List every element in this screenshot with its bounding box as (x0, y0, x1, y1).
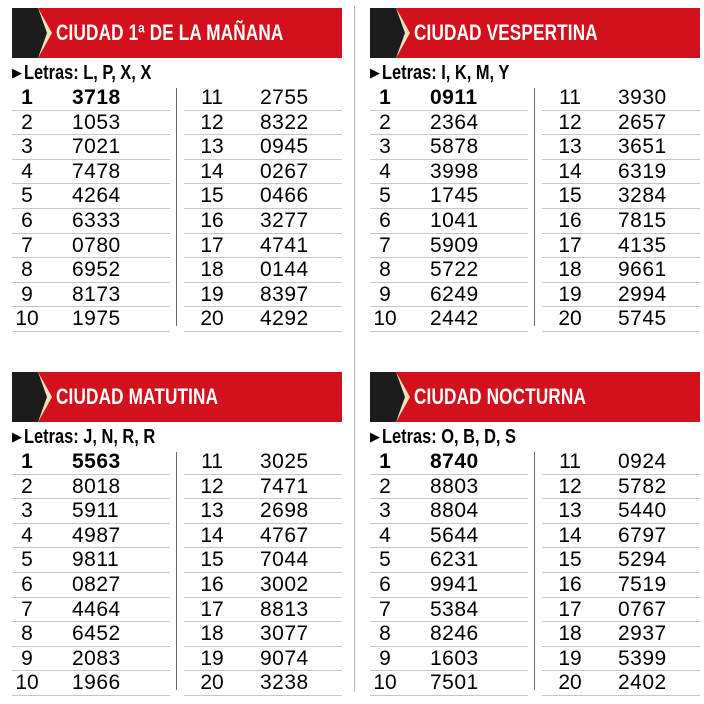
row-position: 20 (558, 671, 582, 695)
row-number: 4464 (72, 597, 121, 621)
row-position: 8 (21, 258, 33, 282)
table-row (542, 283, 700, 308)
table-row (12, 598, 170, 623)
row-number: 8322 (260, 110, 309, 134)
table-row (12, 671, 170, 696)
row-position: 4 (379, 523, 391, 547)
table-row (184, 209, 342, 234)
row-position: 13 (200, 135, 224, 159)
table-row (184, 622, 342, 647)
row-position: 20 (558, 307, 582, 331)
row-number: 3025 (260, 450, 309, 473)
row-number: 3238 (260, 671, 309, 695)
row-number: 4264 (72, 184, 121, 208)
row-number: 3284 (618, 184, 667, 208)
row-position: 18 (558, 622, 582, 646)
row-number: 3651 (618, 135, 667, 159)
row-number: 4987 (72, 523, 121, 547)
row-position: 13 (558, 135, 582, 159)
table-row (184, 548, 342, 573)
letras-text: Letras: L, P, X, X (24, 62, 152, 84)
row-position: 13 (200, 499, 224, 523)
row-number: 3718 (72, 86, 121, 109)
row-position: 18 (200, 622, 224, 646)
row-number: 7501 (430, 671, 479, 695)
table-row (370, 111, 528, 136)
row-number: 0466 (260, 184, 309, 208)
row-number: 8804 (430, 499, 479, 523)
row-position: 11 (201, 450, 223, 473)
row-number: 5909 (430, 233, 479, 257)
row-position: 4 (21, 523, 33, 547)
letras-text: Letras: I, K, M, Y (382, 62, 510, 84)
table-row (370, 209, 528, 234)
table-row (370, 524, 528, 549)
column-divider (176, 452, 177, 690)
table-row (370, 647, 528, 672)
panel-header (12, 8, 342, 58)
row-position: 19 (200, 646, 224, 670)
table-row (12, 184, 170, 209)
row-number: 2698 (260, 499, 309, 523)
row-position: 20 (200, 671, 224, 695)
row-position: 12 (558, 110, 582, 134)
table-row (370, 160, 528, 185)
center-divider (354, 6, 355, 692)
row-position: 13 (558, 499, 582, 523)
column-divider (176, 88, 177, 326)
table-row (542, 258, 700, 283)
row-number: 5745 (618, 307, 667, 331)
row-position: 5 (379, 548, 391, 572)
row-number: 5294 (618, 548, 667, 572)
results-column-left (12, 86, 170, 332)
header-chevron-inner-icon (38, 372, 47, 422)
row-number: 3002 (260, 572, 309, 596)
row-position: 16 (200, 572, 224, 596)
panel-ciudad-matutina (12, 372, 342, 704)
table-row (12, 209, 170, 234)
table-row (542, 475, 700, 500)
row-number: 7815 (618, 208, 667, 232)
row-position: 17 (200, 233, 224, 257)
table-row (542, 184, 700, 209)
table-row (542, 548, 700, 573)
row-position: 1 (379, 450, 391, 473)
header-black-block (370, 372, 396, 422)
row-position: 20 (200, 307, 224, 331)
letras-text: Letras: J, N, R, R (24, 426, 156, 448)
row-position: 16 (200, 208, 224, 232)
row-position: 5 (21, 184, 33, 208)
table-row (542, 135, 700, 160)
table-row (184, 283, 342, 308)
results-column-left (370, 86, 528, 332)
row-position: 2 (379, 474, 391, 498)
row-number: 8173 (72, 282, 121, 306)
table-row (370, 258, 528, 283)
table-row (542, 160, 700, 185)
table-row (370, 598, 528, 623)
row-number: 0911 (430, 86, 478, 109)
results-column-right (184, 86, 342, 332)
table-row (12, 160, 170, 185)
row-number: 6231 (430, 548, 479, 572)
row-number: 0945 (260, 135, 309, 159)
triangle-bullet-icon: ▶ (12, 65, 22, 80)
table-row (12, 307, 170, 332)
panel-title: CIUDAD NOCTURNA (414, 384, 587, 409)
table-row (184, 499, 342, 524)
table-row (542, 598, 700, 623)
row-number: 1603 (430, 646, 479, 670)
row-number: 8397 (260, 282, 309, 306)
row-number: 6249 (430, 282, 479, 306)
row-number: 1966 (72, 671, 121, 695)
column-divider (534, 88, 535, 326)
row-number: 6452 (72, 622, 121, 646)
header-chevron-inner-icon (396, 372, 405, 422)
row-position: 9 (21, 282, 33, 306)
header-black-block (12, 372, 38, 422)
row-number: 6319 (618, 159, 667, 183)
table-row (542, 111, 700, 136)
header-chevron-inner-icon (396, 8, 405, 58)
row-number: 0780 (72, 233, 121, 257)
triangle-bullet-icon: ▶ (12, 429, 22, 444)
table-row (370, 450, 528, 475)
row-position: 12 (200, 474, 224, 498)
row-position: 10 (15, 671, 39, 695)
row-position: 6 (21, 208, 33, 232)
panel-ciudad-vespertina (370, 8, 700, 340)
row-number: 0924 (618, 450, 667, 473)
row-position: 17 (200, 597, 224, 621)
row-number: 5440 (618, 499, 667, 523)
results-column-right (184, 450, 342, 696)
table-row (184, 475, 342, 500)
table-row (12, 499, 170, 524)
table-row (370, 622, 528, 647)
row-number: 6333 (72, 208, 121, 232)
row-position: 8 (379, 622, 391, 646)
row-position: 14 (200, 159, 224, 183)
row-number: 1041 (430, 208, 479, 232)
row-number: 5384 (430, 597, 479, 621)
table-row (184, 450, 342, 475)
row-position: 19 (558, 282, 582, 306)
panel-title: CIUDAD 1ª DE LA MAÑANA (56, 20, 284, 45)
row-position: 9 (21, 646, 33, 670)
row-number: 0827 (72, 572, 121, 596)
table-row (542, 450, 700, 475)
row-number: 1745 (430, 184, 479, 208)
table-row (542, 647, 700, 672)
panel-header (370, 372, 700, 422)
table-row (12, 524, 170, 549)
table-row (184, 184, 342, 209)
row-number: 5911 (72, 499, 120, 523)
row-number: 9074 (260, 646, 309, 670)
row-number: 7519 (618, 572, 667, 596)
row-number: 2657 (618, 110, 667, 134)
panel-header (370, 8, 700, 58)
table-row (12, 647, 170, 672)
row-number: 4767 (260, 523, 309, 547)
row-position: 15 (200, 548, 224, 572)
column-divider (534, 452, 535, 690)
letras-line (370, 58, 700, 86)
table-row (370, 283, 528, 308)
row-number: 0144 (260, 258, 309, 282)
row-position: 9 (379, 646, 391, 670)
panel-ciudad-nocturna (370, 372, 700, 704)
table-row (184, 135, 342, 160)
panel-title: CIUDAD MATUTINA (56, 384, 219, 409)
table-row (12, 450, 170, 475)
table-row (12, 258, 170, 283)
row-number: 9941 (430, 572, 479, 596)
results-column-left (370, 450, 528, 696)
table-row (12, 573, 170, 598)
row-number: 2442 (430, 307, 479, 331)
row-position: 7 (379, 597, 391, 621)
row-position: 14 (558, 523, 582, 547)
row-position: 3 (379, 135, 391, 159)
table-row (184, 524, 342, 549)
table-row (370, 548, 528, 573)
row-position: 14 (558, 159, 582, 183)
row-position: 16 (558, 572, 582, 596)
table-row (542, 524, 700, 549)
row-position: 9 (379, 282, 391, 306)
results-column-right (542, 86, 700, 332)
letras-text: Letras: O, B, D, S (382, 426, 516, 448)
header-black-block (370, 8, 396, 58)
row-number: 5878 (430, 135, 479, 159)
row-number: 0267 (260, 159, 309, 183)
table-row (370, 499, 528, 524)
header-black-block (12, 8, 38, 58)
table-row (542, 671, 700, 696)
results-column-left (12, 450, 170, 696)
table-row (12, 548, 170, 573)
row-position: 11 (201, 86, 223, 109)
row-position: 4 (379, 159, 391, 183)
row-position: 7 (21, 233, 33, 257)
row-position: 7 (379, 233, 391, 257)
row-position: 10 (373, 671, 397, 695)
row-position: 7 (21, 597, 33, 621)
row-number: 8246 (430, 622, 479, 646)
table-row (12, 622, 170, 647)
table-row (370, 475, 528, 500)
row-position: 2 (379, 110, 391, 134)
table-row (184, 647, 342, 672)
row-position: 3 (21, 499, 33, 523)
table-row (370, 671, 528, 696)
row-number: 8018 (72, 474, 121, 498)
table-row (542, 209, 700, 234)
row-position: 3 (21, 135, 33, 159)
row-position: 17 (558, 597, 582, 621)
table-row (184, 307, 342, 332)
row-number: 5399 (618, 646, 667, 670)
row-number: 4741 (260, 233, 309, 257)
row-number: 0767 (618, 597, 667, 621)
row-number: 2755 (260, 86, 309, 109)
row-position: 1 (379, 86, 391, 109)
table-row (542, 622, 700, 647)
table-row (184, 598, 342, 623)
table-row (370, 184, 528, 209)
row-number: 2083 (72, 646, 121, 670)
table-row (12, 283, 170, 308)
row-number: 4135 (618, 233, 667, 257)
triangle-bullet-icon: ▶ (370, 65, 380, 80)
letras-line (12, 422, 342, 450)
row-position: 11 (559, 86, 581, 109)
table-row (370, 135, 528, 160)
row-number: 7021 (72, 135, 121, 159)
row-position: 12 (558, 474, 582, 498)
row-position: 15 (558, 184, 582, 208)
row-number: 8813 (260, 597, 309, 621)
row-number: 3930 (618, 86, 667, 109)
row-position: 5 (21, 548, 33, 572)
table-row (12, 111, 170, 136)
triangle-bullet-icon: ▶ (370, 429, 380, 444)
row-number: 5782 (618, 474, 667, 498)
row-number: 6797 (618, 523, 667, 547)
table-row (370, 234, 528, 259)
row-position: 19 (200, 282, 224, 306)
row-position: 8 (21, 622, 33, 646)
row-number: 2364 (430, 110, 479, 134)
table-row (12, 135, 170, 160)
panel-ciudad-manana (12, 8, 342, 340)
panel-title: CIUDAD VESPERTINA (414, 20, 598, 45)
row-number: 4292 (260, 307, 309, 331)
row-number: 9661 (618, 258, 667, 282)
row-number: 8740 (430, 450, 479, 473)
row-position: 19 (558, 646, 582, 670)
table-row (370, 573, 528, 598)
table-row (542, 234, 700, 259)
header-chevron-inner-icon (38, 8, 47, 58)
letras-line (370, 422, 700, 450)
row-number: 7478 (72, 159, 121, 183)
row-position: 1 (21, 450, 33, 473)
row-number: 6952 (72, 258, 121, 282)
row-number: 3998 (430, 159, 479, 183)
row-position: 2 (21, 110, 33, 134)
row-number: 7044 (260, 548, 309, 572)
row-position: 18 (200, 258, 224, 282)
row-position: 1 (21, 86, 33, 109)
table-row (12, 234, 170, 259)
table-row (542, 307, 700, 332)
row-position: 10 (15, 307, 39, 331)
row-position: 6 (379, 208, 391, 232)
table-row (184, 160, 342, 185)
row-number: 9811 (72, 548, 120, 572)
row-position: 18 (558, 258, 582, 282)
row-position: 5 (379, 184, 391, 208)
row-position: 16 (558, 208, 582, 232)
row-position: 11 (559, 450, 581, 473)
panel-header (12, 372, 342, 422)
table-row (184, 86, 342, 111)
row-number: 5722 (430, 258, 479, 282)
row-number: 5563 (72, 450, 121, 473)
row-number: 1053 (72, 110, 121, 134)
row-number: 3277 (260, 208, 309, 232)
table-row (542, 86, 700, 111)
row-position: 15 (200, 184, 224, 208)
table-row (370, 307, 528, 332)
table-row (542, 573, 700, 598)
table-row (12, 475, 170, 500)
row-position: 4 (21, 159, 33, 183)
row-number: 2402 (618, 671, 667, 695)
row-position: 6 (379, 572, 391, 596)
row-position: 2 (21, 474, 33, 498)
table-row (184, 671, 342, 696)
row-number: 2994 (618, 282, 667, 306)
row-number: 7471 (260, 474, 309, 498)
row-number: 2937 (618, 622, 667, 646)
table-row (184, 234, 342, 259)
table-row (542, 499, 700, 524)
row-position: 8 (379, 258, 391, 282)
row-number: 5644 (430, 523, 479, 547)
row-number: 1975 (72, 307, 121, 331)
table-row (12, 86, 170, 111)
row-position: 3 (379, 499, 391, 523)
row-number: 3077 (260, 622, 309, 646)
row-position: 12 (200, 110, 224, 134)
table-row (370, 86, 528, 111)
table-row (184, 111, 342, 136)
row-position: 15 (558, 548, 582, 572)
row-number: 8803 (430, 474, 479, 498)
row-position: 10 (373, 307, 397, 331)
table-row (184, 573, 342, 598)
row-position: 17 (558, 233, 582, 257)
letras-line (12, 58, 342, 86)
results-column-right (542, 450, 700, 696)
row-position: 6 (21, 572, 33, 596)
table-row (184, 258, 342, 283)
row-position: 14 (200, 523, 224, 547)
